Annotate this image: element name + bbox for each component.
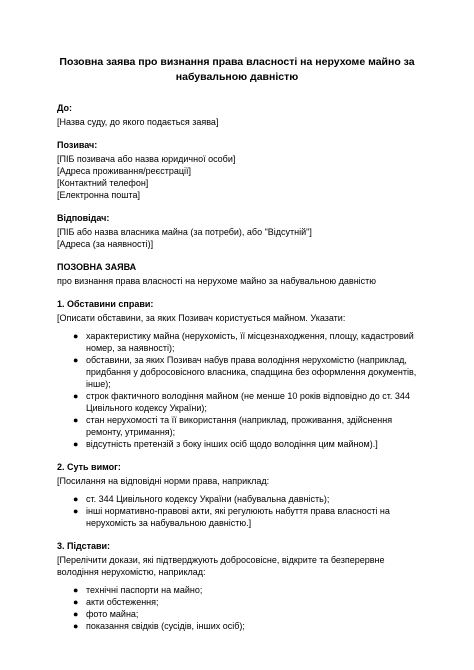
defendant-line: [ПІБ або назва власника майна (за потреби), або "Відсутній"] xyxy=(57,227,312,237)
list-item: ● ст. 344 Цивільного кодексу України (набувальна давність); xyxy=(73,494,330,504)
section-3-intro: володіння нерухомістю, наприклад: xyxy=(57,567,206,577)
plaintiff-line: [Контактний телефон] xyxy=(57,178,149,188)
list-item: ● характеристику майна (нерухомість, її місцезнаходження, площу, кадастровий номер, за наявності); xyxy=(73,331,414,353)
bullet-icon: ● xyxy=(73,415,79,425)
list-item: ● інші нормативно-правові акти, які регулюють набуття права власності на нерухомість за набувальною давністю.] xyxy=(73,506,390,528)
title-line-2: набувальною давністю xyxy=(175,71,299,83)
document-title xyxy=(40,55,434,85)
list-item: ● показання свідків (сусідів, інших осіб); xyxy=(73,621,245,631)
section-3-intro: [Перелічити докази, які підтверджують добросовісне, відкрите та безперервне xyxy=(57,555,385,565)
bullet-icon: ● xyxy=(73,609,79,619)
plaintiff-line: [Адреса проживання/реєстрації] xyxy=(57,166,191,176)
bullet-icon: ● xyxy=(73,494,79,504)
list-item: ● строк фактичного володіння майном (не менше 10 років відповідно до ст. 344 Цивільного кодексу України); xyxy=(73,391,410,413)
section-3-list xyxy=(57,584,424,632)
section-3-heading: 3. Підстави: xyxy=(57,541,111,551)
list-item: ● фото майна; xyxy=(73,609,139,619)
claim-block xyxy=(57,261,424,287)
list-item: ● обставини, за яких Позивач набув права володіння нерухомістю (наприклад, придбання у добросовісного власника, спадщина без оформлення документів, інше); xyxy=(73,355,417,389)
list-item: ● стан нерухомості та її використання (наприклад, проживання, здійснення ремонту, утримання); xyxy=(73,415,393,437)
list-item: ● технічні паспорти на майно; xyxy=(73,585,203,595)
document-body xyxy=(57,102,424,643)
section-2-intro: [Посилання на відповідні норми права, наприклад: xyxy=(57,476,270,486)
plaintiff-block xyxy=(57,139,424,201)
bullet-icon: ● xyxy=(73,355,79,365)
section-2 xyxy=(57,461,424,529)
bullet-icon: ● xyxy=(73,391,79,401)
section-1-heading: 1. Обставини справи: xyxy=(57,299,154,309)
list-item: ● відсутність претензій з боку інших осіб щодо володіння цим майном).] xyxy=(73,439,378,449)
claim-subheading: про визнання права власності на нерухоме майно за набувальною давністю xyxy=(57,276,377,286)
to-label: До: xyxy=(57,103,73,113)
defendant-line: [Адреса (за наявності)] xyxy=(57,239,154,249)
bullet-icon: ● xyxy=(73,585,79,595)
defendant-block xyxy=(57,212,424,250)
plaintiff-label: Позивач: xyxy=(57,140,98,150)
section-1 xyxy=(57,298,424,450)
section-1-intro: [Описати обставини, за яких Позивач користується майном. Указати: xyxy=(57,313,346,323)
defendant-label: Відповідач: xyxy=(57,213,110,223)
plaintiff-line: [Електронна пошта] xyxy=(57,190,141,200)
title-line-1: Позовна заява про визнання права власності на нерухоме майно за xyxy=(59,56,415,68)
bullet-icon: ● xyxy=(73,331,79,341)
section-3 xyxy=(57,540,424,632)
bullet-icon: ● xyxy=(73,621,79,631)
section-1-list xyxy=(57,330,424,450)
to-block xyxy=(57,102,424,128)
claim-heading: ПОЗОВНА ЗАЯВА xyxy=(57,262,137,272)
bullet-icon: ● xyxy=(73,439,79,449)
list-item: ● акти обстеження; xyxy=(73,597,159,607)
plaintiff-line: [ПІБ позивача або назва юридичної особи] xyxy=(57,154,236,164)
court-name: [Назва суду, до якого подається заява] xyxy=(57,117,219,127)
bullet-icon: ● xyxy=(73,597,79,607)
section-2-heading: 2. Суть вимог: xyxy=(57,462,121,472)
bullet-icon: ● xyxy=(73,506,79,516)
section-2-list xyxy=(57,493,424,529)
